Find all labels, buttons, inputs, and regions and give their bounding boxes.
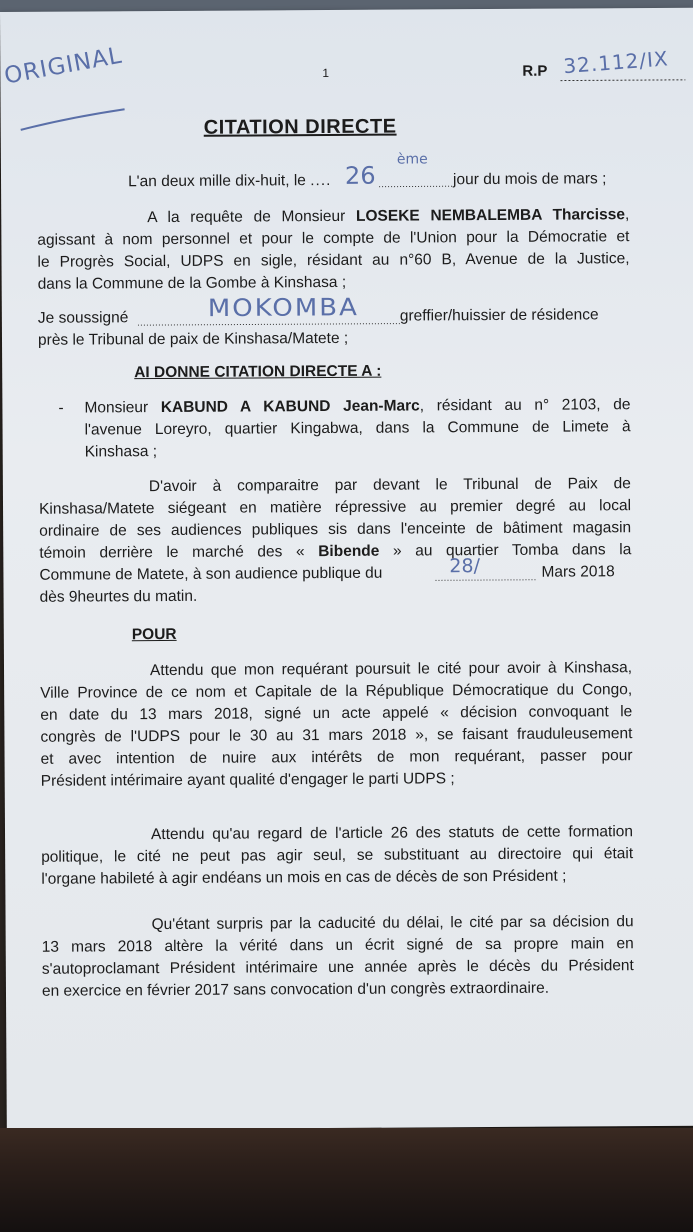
- defendant-line-3: Kinshasa ;: [84, 443, 158, 461]
- bailiff-text-a: Je soussigné: [37, 309, 129, 327]
- request-comma: ,: [624, 206, 630, 224]
- bailiff-line-2: près le Tribunal de paix de Kinshasa/Matete ;: [37, 329, 349, 349]
- rp-number-handwritten: 32.112/IX: [562, 46, 670, 79]
- appear-text-c: » au quartier Tomba dans la: [379, 541, 632, 560]
- page-number: 1: [322, 65, 330, 81]
- bailiff-name-handwritten: MOKOMBA: [207, 294, 359, 323]
- pour-heading: POUR: [131, 625, 177, 644]
- summons-heading: AI DONNE CITATION DIRECTE A :: [134, 362, 382, 382]
- market-name: Bibende: [318, 542, 380, 561]
- request-line-3: le Progrès Social, UDPS en sigle, résidant au n°60 B, Avenue de la Justice,: [37, 250, 630, 271]
- consideration-2-line-3: l'organe habileté à agir endéans un mois en cas de décès de son Président ;: [41, 867, 567, 888]
- request-text: A la requête de Monsieur: [147, 207, 357, 227]
- desk-surface: [0, 1128, 693, 1232]
- defendant-line-2: l'avenue Loreyro, quartier Kingabwa, dans la Commune de Limete à: [84, 418, 631, 439]
- consideration-1-line-1: Attendu que mon requérant poursuit le cité pour avoir à Kinshasa,: [149, 659, 633, 680]
- rp-underline: [560, 78, 685, 83]
- rp-label: R.P: [522, 62, 548, 80]
- appear-line-6: dès 9heurtes du matin.: [39, 587, 198, 606]
- bailiff-dots: [138, 323, 400, 328]
- document-title: CITATION DIRECTE: [203, 115, 397, 139]
- document-page: [0, 8, 693, 1130]
- appear-line-2: Kinshasa/Matete siégeant en matière répressive au premier degré au local: [38, 497, 632, 518]
- consideration-2-line-2: politique, le cité ne peut pas agir seul, se substituant au directoire qui était: [41, 845, 634, 866]
- request-line-2: agissant à nom personnel et pour le compte de l'Union pour la Démocratie et: [37, 228, 630, 249]
- request-line-4: dans la Commune de la Gombe à Kinshasa ;: [37, 273, 347, 293]
- opening-text-a: L'an deux mille dix-huit, le: [127, 172, 306, 191]
- hearing-date-handwritten: 28/: [449, 555, 481, 578]
- consideration-2-line-1: Attendu qu'au regard de l'article 26 des statuts de cette formation: [150, 823, 634, 844]
- hearing-date-dots: [435, 579, 535, 583]
- consideration-3-line-2: 13 mars 2018 altère la vérité dans un écrit signé de sa propre main en: [41, 935, 634, 956]
- consideration-1-line-2: Ville Province de ce nom et Capitale de la République Démocratique du Congo,: [40, 681, 633, 702]
- appear-line-1: D'avoir à comparaitre par devant le Tribunal de Paix de: [148, 475, 631, 496]
- consideration-1-line-3: en date du 13 mars 2018, signé un acte appelé « décision convoquant le: [40, 703, 633, 724]
- defendant-bullet: -: [58, 399, 64, 417]
- day-suffix-handwritten: ème: [396, 151, 428, 168]
- defendant-text-a: Monsieur: [84, 399, 161, 417]
- defendant-name: KABUND A KABUND Jean-Marc: [160, 397, 420, 417]
- appear-line-5a: Commune de Matete, à son audience publique du: [39, 564, 383, 584]
- request-line-1: [147, 204, 629, 229]
- consideration-3-line-4: en exercice en février 2017 sans convocation d'un congrès extraordinaire.: [41, 979, 550, 1000]
- original-handwritten-annotation: ORIGINAL: [2, 42, 125, 90]
- opening-dots: [379, 185, 455, 188]
- bailiff-text-b: greffier/huissier de résidence: [399, 306, 599, 325]
- dotted-fill: ....: [310, 171, 332, 190]
- day-handwritten: 26: [344, 161, 376, 190]
- consideration-1-line-5: et avec intention de nuire aux intérêts de mon requérant, passer pour: [40, 747, 633, 768]
- appear-line-5b: Mars 2018: [541, 563, 615, 581]
- defendant-text-c: , résidant au n° 2103, de: [419, 396, 631, 415]
- appear-text-a: témoin derrière le marché des «: [39, 543, 319, 562]
- original-underline-stroke: [19, 103, 129, 134]
- consideration-1-line-4: congrès de l'UDPS pour le 30 au 31 mars 2018 », se faisant frauduleusement: [40, 725, 633, 746]
- consideration-3-line-1: Qu'étant surpris par la caducité du délai, le cité par sa décision du: [151, 913, 634, 934]
- appear-line-3: ordinaire de ses audiences publiques sis dans l'enceinte de bâtiment magasin: [39, 519, 632, 540]
- consideration-3-line-3: s'autoproclamant Président intérimaire une année après le décès du Président: [41, 957, 634, 978]
- plaintiff-name: LOSEKE NEMBALEMBA Tharcisse: [355, 206, 625, 225]
- opening-text-b: jour du mois de mars ;: [452, 170, 607, 189]
- consideration-1-line-6: Président intérimaire ayant qualité d'engager le parti UDPS ;: [40, 770, 455, 790]
